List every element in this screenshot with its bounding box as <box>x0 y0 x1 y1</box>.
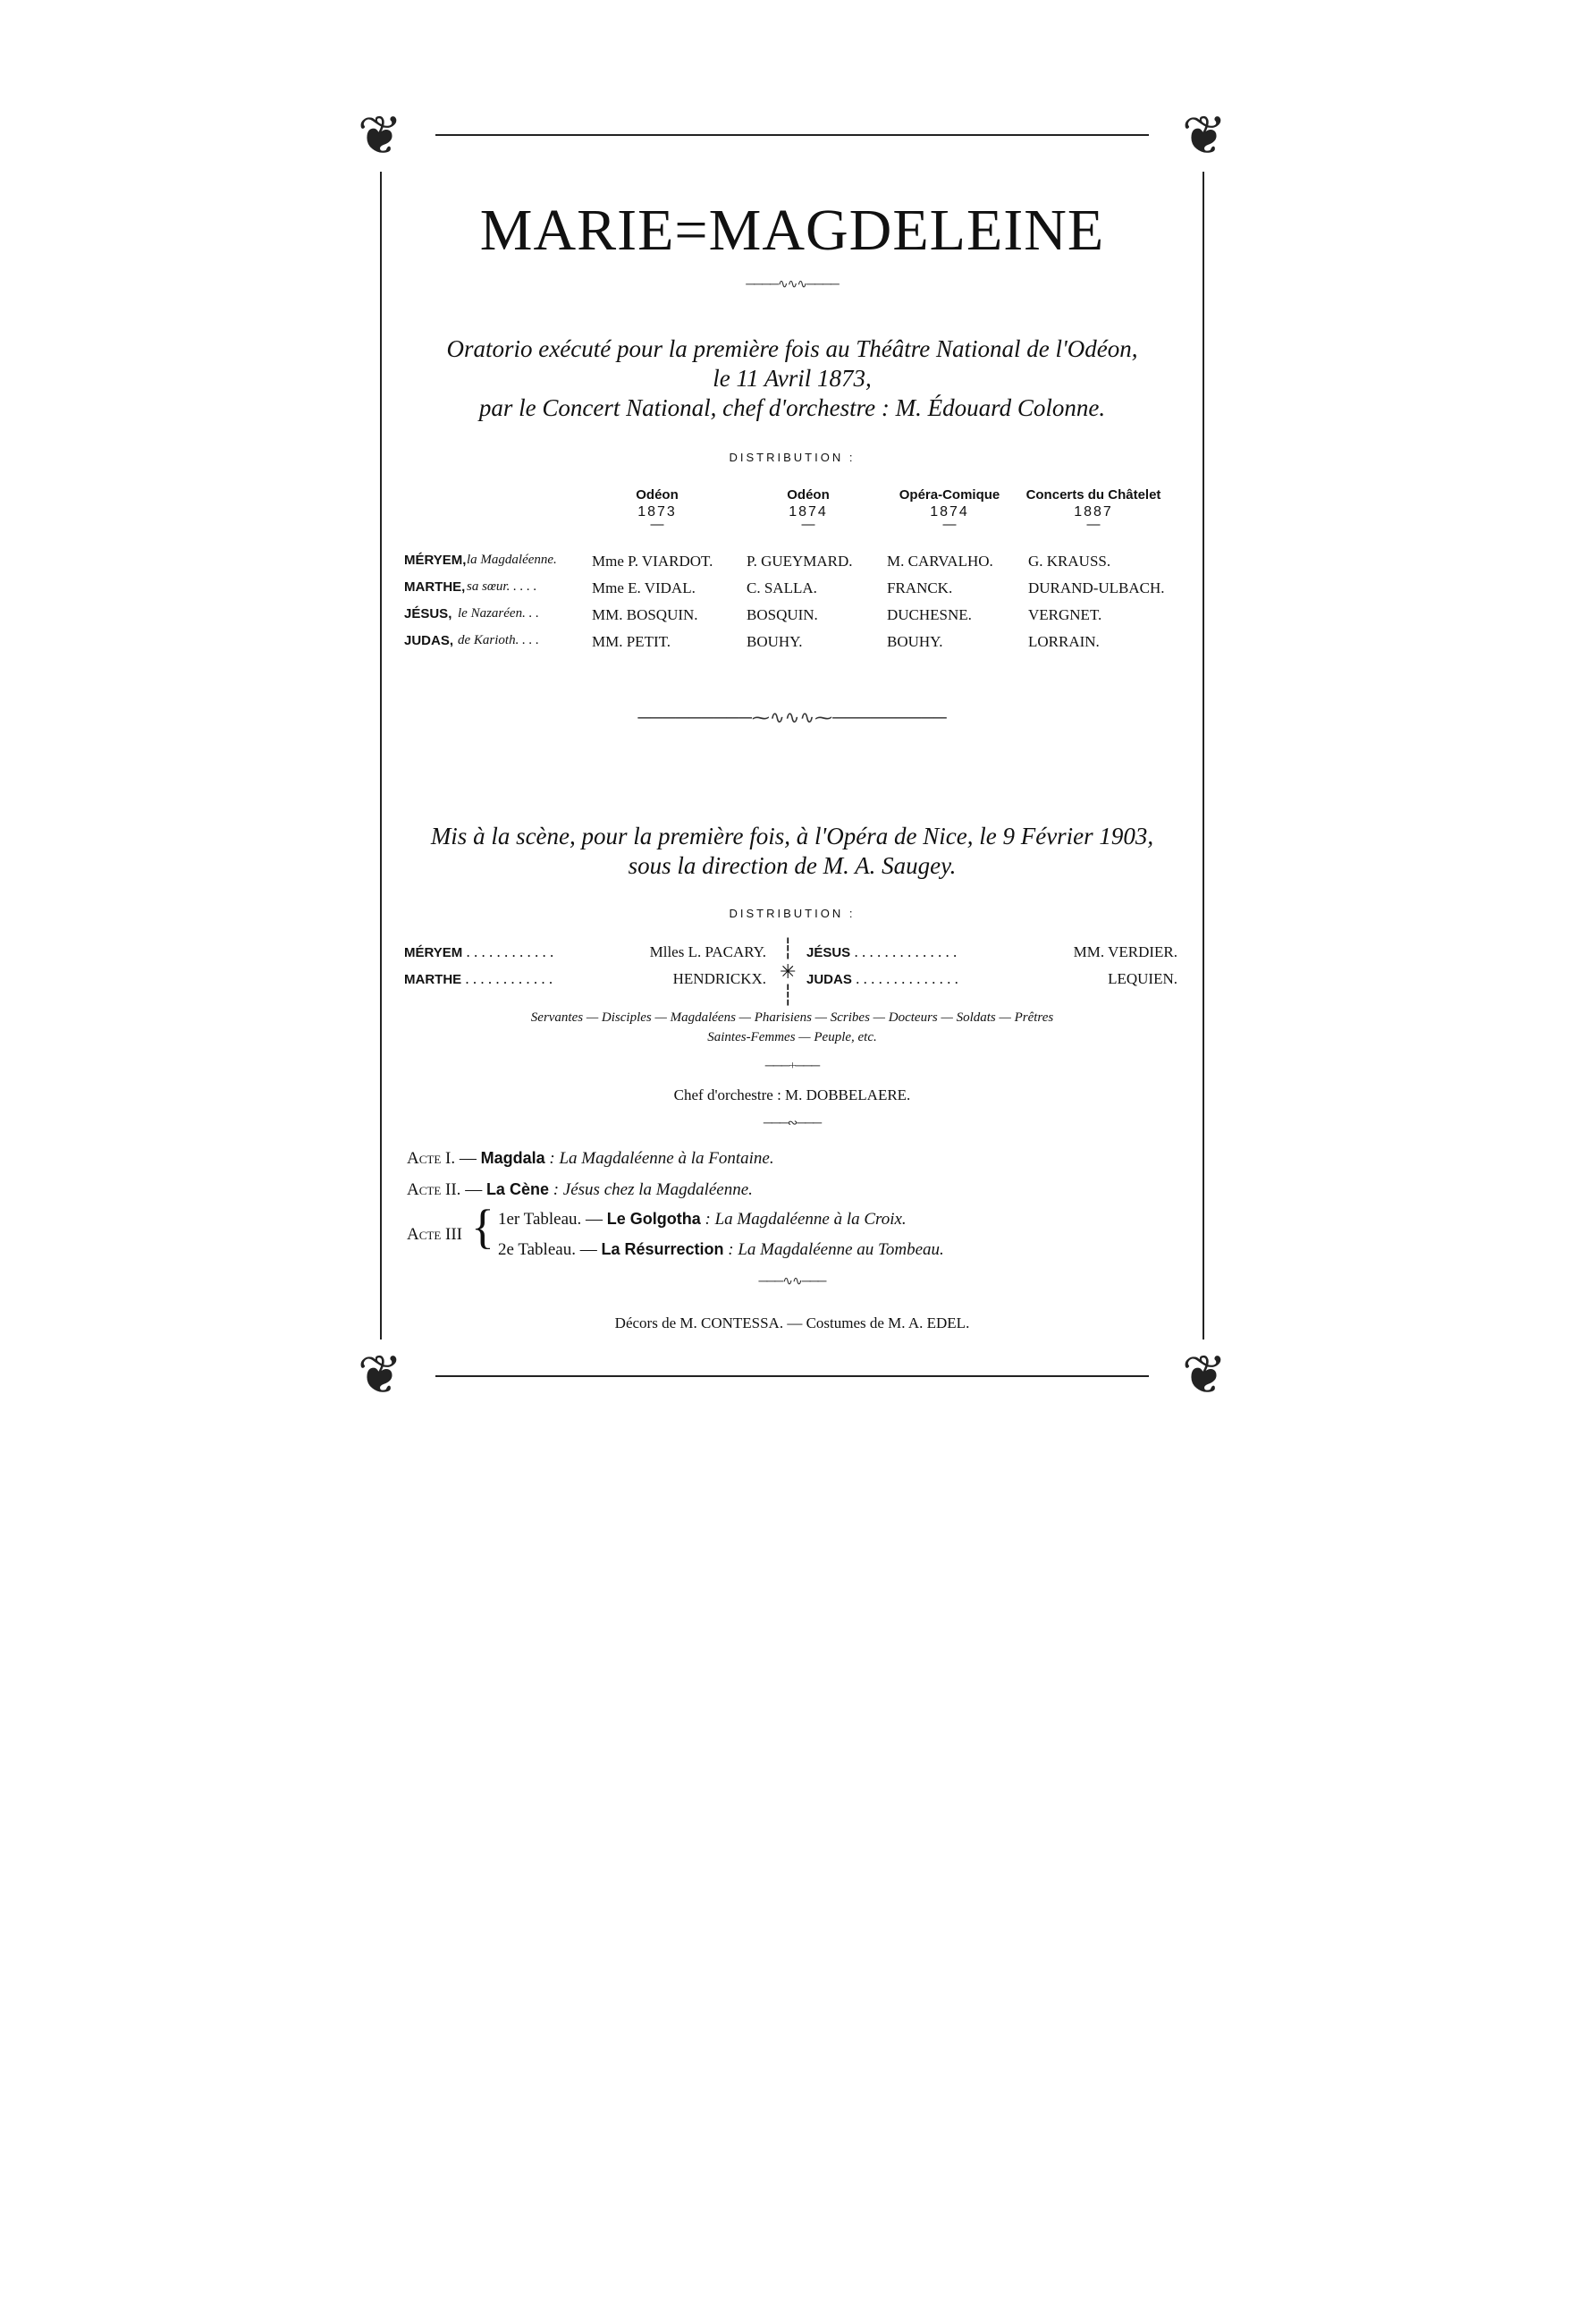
act-description: : La Magdaléenne à la Croix. <box>705 1210 907 1229</box>
role-name: MÉRYEM, <box>404 553 467 568</box>
cast-cell: P. GUEYMARD. <box>747 553 853 570</box>
cast-cell: G. KRAUSS. <box>1028 553 1111 570</box>
divider-ornament-icon: ─────────⁓∿∿∿⁓───────── <box>637 708 947 728</box>
tableau-label: 2e Tableau. — <box>498 1240 597 1259</box>
role-name: JUDAS <box>806 972 852 987</box>
column-year: 1873 <box>637 504 677 520</box>
brace-icon: { <box>471 1200 494 1254</box>
act-name: Le Golgotha <box>606 1210 701 1228</box>
cast-cell: DUCHESNE. <box>887 606 972 623</box>
credits-line: Décors de M. CONTESSA. — Costumes de M. A. EDEL. <box>614 1314 970 1331</box>
act-3-tableau-2 <box>498 1240 944 1260</box>
role-name: JÉSUS <box>806 945 851 960</box>
column-venue: Odéon <box>787 487 830 503</box>
cast-cell: BOSQUIN. <box>747 606 818 623</box>
page-content <box>382 134 1203 1377</box>
separator-icon: ┆ ✳ ┆ <box>780 937 797 1006</box>
corner-ornament-icon: ❦ <box>344 100 416 172</box>
cast-name: LEQUIEN. <box>1108 970 1177 987</box>
column-header <box>1008 487 1178 532</box>
cast-cell: MM. PETIT. <box>592 633 671 650</box>
nice-cast-row <box>404 970 553 988</box>
role-name: MARTHE, <box>404 579 466 595</box>
divider-ornament-icon: ───∾─── <box>763 1117 822 1130</box>
act-sep: — <box>465 1180 483 1199</box>
cast-cell: LORRAIN. <box>1028 633 1100 650</box>
column-venue: Opéra-Comique <box>899 487 1000 503</box>
act-sep: — <box>459 1149 477 1168</box>
cast-cell: MM. BOSQUIN. <box>592 606 698 623</box>
cast-name: Mlles L. PACARY. <box>649 943 766 960</box>
role-description: le Nazaréen. . . <box>458 606 539 621</box>
column-dash: — <box>1086 517 1101 532</box>
act-label: Acte III <box>407 1225 463 1244</box>
premiere-line-2: le 11 Avril 1873, <box>713 365 872 392</box>
page-title: MARIE=MAGDELEINE <box>479 198 1105 263</box>
tableau-label: 1er Tableau. — <box>498 1210 603 1229</box>
column-dash: — <box>650 517 664 532</box>
role-name: JUDAS, <box>404 633 454 648</box>
staging-line-2: sous la direction de M. A. Saugey. <box>628 852 957 879</box>
divider-ornament-icon: ───∿∿─── <box>758 1275 826 1289</box>
nice-cast-row <box>404 943 553 961</box>
distribution-heading: DISTRIBUTION : <box>729 907 856 920</box>
act-1-line <box>407 1149 774 1169</box>
role-name: MÉRYEM <box>404 945 463 960</box>
premiere-line-1: Oratorio exécuté pour la première fois au Théâtre National de l'Odéon, <box>446 335 1138 362</box>
act-name: Magdala <box>480 1149 545 1167</box>
role-name: MARTHE <box>404 972 462 987</box>
page-frame <box>357 106 1228 1405</box>
cast-cell: VERGNET. <box>1028 606 1102 623</box>
column-venue: Odéon <box>636 487 679 503</box>
column-dash: — <box>801 517 815 532</box>
act-name: La Cène <box>485 1180 549 1198</box>
roles-line-2: Saintes-Femmes — Peuple, etc. <box>707 1030 877 1044</box>
cast-name: MM. VERDIER. <box>1073 943 1177 960</box>
column-year: 1874 <box>789 504 828 520</box>
nice-cast-row <box>806 970 958 988</box>
column-year: 1887 <box>1074 504 1113 520</box>
leader-dots: . . . . . . . . . . . . . . <box>854 943 958 960</box>
distribution-heading: DISTRIBUTION : <box>729 451 856 464</box>
cast-cell: FRANCK. <box>887 579 953 596</box>
act-label: Acte I. <box>407 1149 456 1168</box>
cast-cell: Mme P. VIARDOT. <box>592 553 713 570</box>
corner-ornament-icon: ❦ <box>1169 1339 1240 1411</box>
act-label: Acte II. <box>407 1180 461 1199</box>
cast-cell: BOUHY. <box>747 633 803 650</box>
divider-ornament-icon: ───+─── <box>764 1060 820 1073</box>
conductor-line: Chef d'orchestre : M. DOBBELAERE. <box>673 1086 911 1103</box>
cast-name: HENDRICKX. <box>672 970 766 987</box>
role-description: sa sœur. . . . . <box>467 579 537 594</box>
role-description: de Karioth. . . . <box>458 633 539 647</box>
premiere-line-3: par le Concert National, chef d'orchestre : M. Édouard Colonne. <box>478 394 1106 421</box>
role-description: la Magdaléenne. <box>467 553 557 567</box>
nice-cast-row <box>806 943 957 961</box>
leader-dots: . . . . . . . . . . . . . . <box>856 970 958 987</box>
column-dash: — <box>942 517 957 532</box>
leader-dots: . . . . . . . . . . . . <box>466 943 554 960</box>
act-3-tableau-1 <box>498 1210 907 1230</box>
column-year: 1874 <box>930 504 969 520</box>
corner-ornament-icon: ❦ <box>344 1339 416 1411</box>
column-header <box>572 487 742 532</box>
cast-cell: C. SALLA. <box>747 579 817 596</box>
role-name: JÉSUS, <box>404 606 452 621</box>
divider-ornament-icon: ────∿∿∿──── <box>746 278 839 292</box>
act-2-line <box>407 1180 753 1200</box>
act-description: : La Magdaléenne au Tombeau. <box>728 1240 944 1259</box>
cast-cell: BOUHY. <box>887 633 943 650</box>
cast-cell: M. CARVALHO. <box>887 553 993 570</box>
roles-line-1: Servantes — Disciples — Magdaléens — Pharisiens — Scribes — Docteurs — Soldats — Prêtres <box>530 1010 1054 1025</box>
column-venue: Concerts du Châtelet <box>1025 487 1161 503</box>
cast-cell: DURAND-ULBACH. <box>1028 579 1165 596</box>
act-description: : Jésus chez la Magdaléenne. <box>553 1180 753 1199</box>
cast-cell: Mme E. VIDAL. <box>592 579 696 596</box>
act-name: La Résurrection <box>601 1240 724 1258</box>
corner-ornament-icon: ❦ <box>1169 100 1240 172</box>
staging-line-1: Mis à la scène, pour la première fois, à l'Opéra de Nice, le 9 Février 1903, <box>430 823 1154 849</box>
act-description: : La Magdaléenne à la Fontaine. <box>549 1149 774 1168</box>
leader-dots: . . . . . . . . . . . . <box>465 970 553 987</box>
